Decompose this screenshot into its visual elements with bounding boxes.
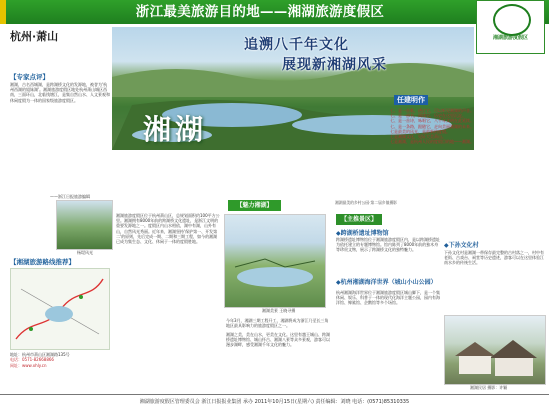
recommend-body: 湘湖，古名西城湖，是跨湖桥文化的发源地，被誉为'杭州西湖的姐妹湖'。湘湖旅游度假区地处杭州萧山城区西南，三面环山，北临钱塘江，是集自然山水、人文景观和休闲度假为一体的国家级旅游度假区。 xyxy=(10,82,110,103)
brand-line: 七是湘湖，是杭州人民的度假目的地——湘湖。 xyxy=(390,139,474,145)
page-footer: 湘湖旅游度假区管理委员会 浙江日报报业集团 承办 2011年10月15日(星期六) 责任编辑：刘晓 电话：(0571)85310335 xyxy=(0,394,549,410)
charm-photo-drawing xyxy=(225,215,325,307)
charm-col2: 今年3月，湘湖三期工程开工，湘湖将成为浙江乃至长三角地区最具影响力的旅游度假区之一。 xyxy=(226,318,329,329)
brand-line: 七、是一首诗，咏唱它，八千年文明在此延续。 xyxy=(390,118,474,124)
logo-caption: 湘湖旅游度假区 xyxy=(492,35,528,41)
charm-heading: 【魅力湘湖】 xyxy=(228,200,281,211)
theme-item2-body: 杭州湘湖海洋世界位于湘湖旅游度假区城山脚下，是一个集休闲、娱乐、科普于一体的现代化海洋主题公园，园内有海洋馆、鲸鲨馆、企鹅馆等多个场馆。 xyxy=(336,290,440,306)
charm-col1: 湘湖旅游度假区位于杭州萧山区，总规划面积约100平方公里。湘湖拥有8000年前的跨湖桥文化遗址，是浙江文明的重要发源地之一。度假区内山水相依，湖中有湖，山外有山，自然风光秀丽。近年来，湘湖坚持'保护第一、开发第二'的原则，先后完成一期、二期和三期工程，如今的湘湖已成为集生态、文化、休闲于一体的度假胜地。 xyxy=(116,213,220,245)
hero-headline-2: 展现新湘湖风采 xyxy=(282,57,387,73)
route-heading: 【湘湖旅游路线推荐】 xyxy=(10,258,75,266)
theme-heading: 【主推景区】 xyxy=(336,214,382,225)
route-map xyxy=(10,268,110,350)
banner-accent xyxy=(0,0,6,24)
location-label: 杭州·萧山 xyxy=(10,30,59,43)
brand-line: 七、是一条路，跟随它，走向美丽湘湖的未来。 xyxy=(390,123,474,129)
recommend-sign: ——浙江日报旅游编辑 xyxy=(50,194,90,199)
top-banner xyxy=(0,0,549,24)
brand-line: 七是湘湖文化，见证大美萧山。 xyxy=(390,134,446,140)
route-phone: 电话：0571-82668866 xyxy=(10,357,54,363)
brand-heading: 任建明作 xyxy=(394,95,428,105)
brand-line: 七、是一部书，阅读它，历史在这里沉淀。 xyxy=(390,113,466,119)
left-photo-caption: 杨堤风光 xyxy=(77,250,93,255)
resort-logo xyxy=(476,0,545,54)
village-photo xyxy=(444,315,546,385)
brand-lines xyxy=(390,108,540,144)
village-photo-drawing xyxy=(445,316,545,384)
brand-line: 七、是一首歌，透过它，可以听见湘湖的声音。 xyxy=(390,108,474,113)
recommend-heading: 【专家点评】 xyxy=(10,73,49,81)
theme-item2-title: ◆杭州湘湖海洋世界（城山小山公园） xyxy=(336,279,437,286)
theme-item3-body: 下孙文化村是湘湖一带保存最完整的古村落之一，村中有老街、古戏台、祠堂等历史遗迹，游客可以在这里体验江南水乡的传统生活。 xyxy=(444,250,544,266)
left-photo xyxy=(56,200,113,250)
mid-photo-caption: 湘湖美景 王晓寻摄 xyxy=(262,308,296,313)
charm-col3: 湘湖之美，美在山水，更美在文化。这里有越王城山、跨湖桥遗址博物馆、城山怀古、湘湖八景等众多景观，游客可以漫步湖畔，感受湘湖千年文化的魅力。 xyxy=(226,332,330,348)
village-photo-caption: 湘湖民居 摄影：许颖 xyxy=(470,385,508,390)
route-map-drawing xyxy=(11,269,109,349)
charm-photo xyxy=(224,214,326,308)
theme-item1-title: ◆跨湖桥遗址博物馆 xyxy=(336,230,389,237)
route-address: 地址：杭州市萧山区湘湖路135号 xyxy=(10,352,70,357)
theme-item3-title: ◆下孙文化村 xyxy=(444,242,479,249)
route-website[interactable]: 网址：www.xhly.cn xyxy=(10,362,47,368)
brand-line: 七是最美的风光，是最新的度假。 xyxy=(390,128,450,134)
hero-credit: 湘湖最美的乡村公园·第二届乡镇摄影 xyxy=(335,200,397,205)
banner-title: 浙江最美旅游目的地——湘湖旅游度假区 xyxy=(135,4,385,20)
logo-emblem-icon xyxy=(493,4,531,36)
hero-big-title: 湘湖 xyxy=(143,113,208,146)
theme-item1-body: 跨湖桥遗址博物馆位于湘湖旅游度假区内，是以跨湖桥遗址为依托建立的专题博物馆。馆内陈列了8000年前的独木舟等珍贵文物，展示了跨湖桥文化的独特魅力。 xyxy=(336,237,440,253)
route-contact xyxy=(10,352,110,368)
hero-headline-1: 追溯八千年文化 xyxy=(244,37,349,53)
